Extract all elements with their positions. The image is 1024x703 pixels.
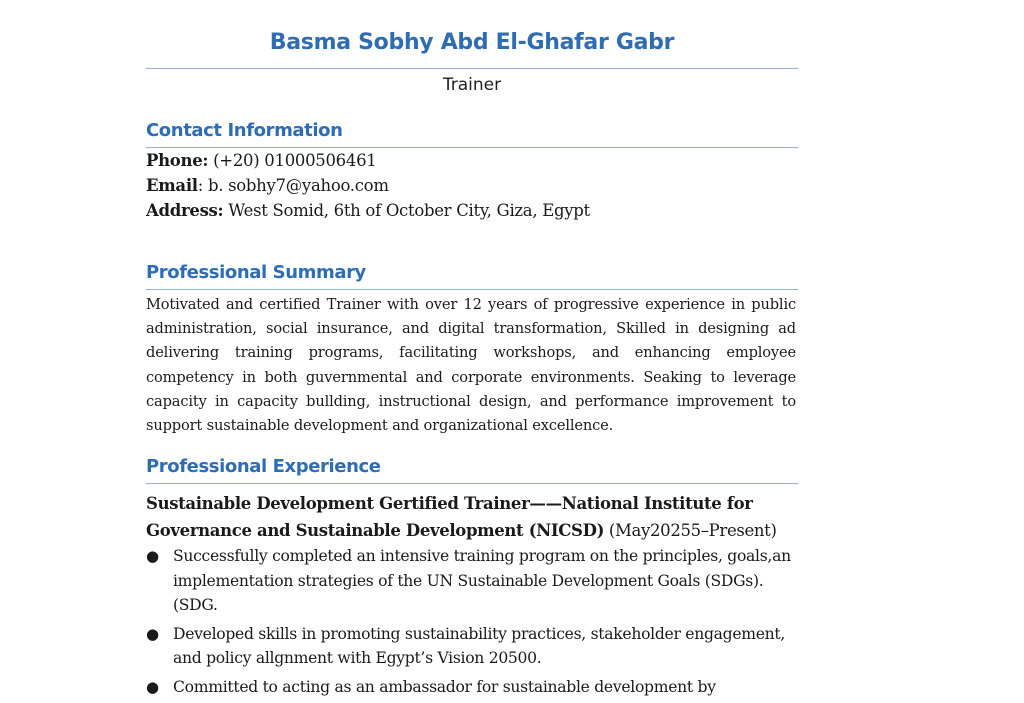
- experience-divider: [146, 483, 798, 484]
- job-dates: (May20255–Present): [604, 521, 777, 540]
- name-divider: [146, 68, 798, 69]
- job-role: Trainer: [442, 75, 502, 95]
- bullet-text: Successfully completed an intensive training program on the principles, goals,an implementation strategies of the UN Sustainable Development Goals (SDGs). (SDG.: [173, 547, 791, 614]
- contact-divider: [146, 147, 798, 148]
- address-line: [146, 201, 590, 220]
- summary-divider: [146, 289, 798, 290]
- experience-bullets: [146, 544, 806, 703]
- bullet-text: Committed to acting as an ambassador for sustainable development by: [173, 677, 716, 696]
- bullet-icon: ●: [146, 547, 159, 565]
- candidate-name: Basma Sobhy Abd El-Ghafar Gabr: [269, 30, 675, 55]
- phone-value: (+20) 01000506461: [213, 151, 377, 170]
- list-item: [146, 675, 806, 700]
- experience-heading: Professional Experience: [146, 456, 381, 477]
- phone-label: Phone:: [146, 151, 209, 170]
- email-label: Email: [146, 176, 198, 195]
- contact-heading: Contact Information: [146, 120, 343, 141]
- job-title: [146, 490, 798, 544]
- email-line: [146, 176, 389, 195]
- bullet-icon: ●: [146, 677, 159, 696]
- address-label: Address:: [146, 201, 224, 220]
- summary-heading: Professional Summary: [146, 262, 366, 283]
- bullet-icon: ●: [146, 624, 159, 643]
- bullet-text: Developed skills in promoting sustainability practices, stakeholder engagement, and policy allgnment with Egypt’s Vision 20500.: [173, 624, 786, 667]
- address-value: West Somid, 6th of October City, Giza, Egypt: [228, 201, 590, 220]
- list-item: [146, 622, 806, 671]
- summary-paragraph: Motivated and certified Trainer with over 12 years of progressive experience in public administration, social insurance, and digital transformation, Skilled in designing ad delivering training programs, facilitating workshops, and enhancing employee competency in both guvernmental and corporate environments. Seaking to leverage capacity in capacity bullding, instructional design, and performance improvement to support sustainable development and organizational excellence.: [146, 296, 796, 435]
- phone-line: [146, 151, 376, 170]
- job-title-text: Sustainable Development Gertified Trainer——National Institute for Governance and Sustainable Development (NICSD): [146, 494, 753, 540]
- email-value: : b. sobhy7@yahoo.com: [197, 176, 389, 195]
- list-item: [146, 544, 806, 618]
